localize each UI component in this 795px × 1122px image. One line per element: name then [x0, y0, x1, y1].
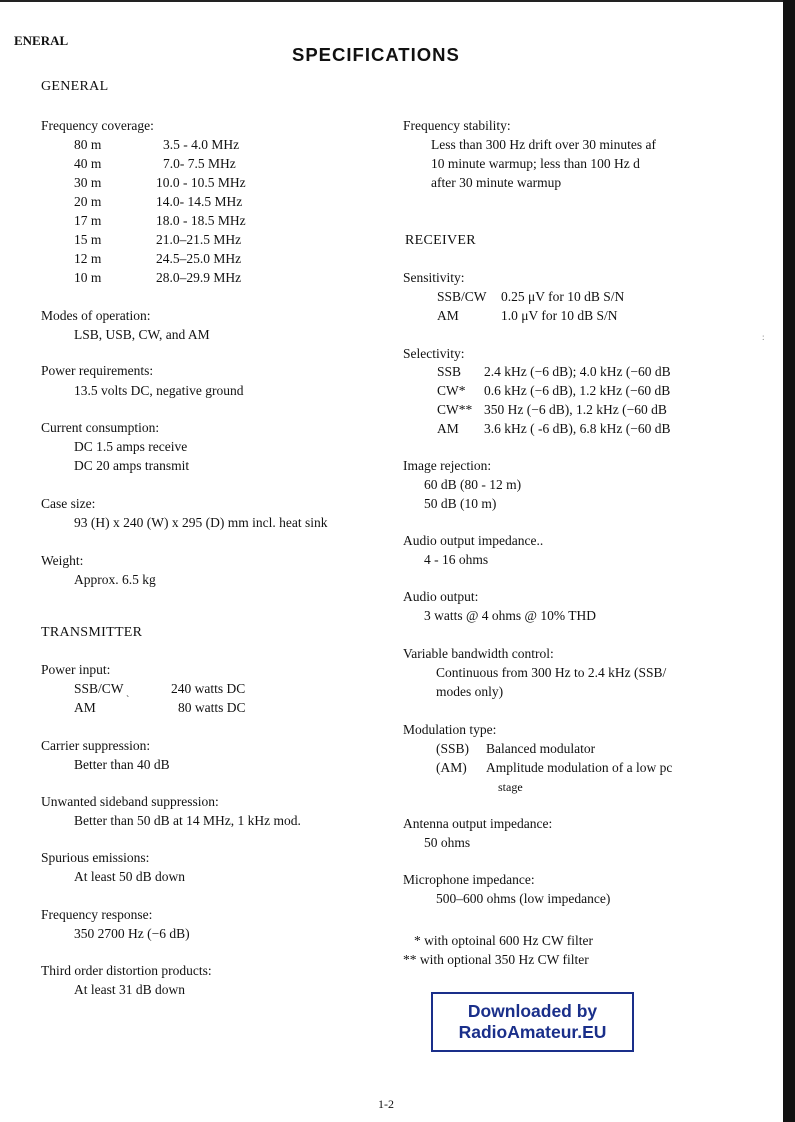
modulation-mode: (AM) [436, 760, 467, 775]
freq-band: 12 m [74, 251, 102, 266]
image-rejection-line1: 60 dB (80 - 12 m) [424, 477, 522, 492]
freq-range: 14.0- 14.5 MHz [156, 194, 243, 209]
top-border [0, 0, 795, 2]
download-badge [431, 992, 634, 1052]
freq-band: 40 m [74, 156, 102, 171]
scan-edge-bar [783, 0, 795, 1122]
carrier-label: Carrier suppression: [41, 738, 151, 753]
power-input-value: 240 watts DC [171, 681, 246, 696]
weight-label: Weight: [41, 553, 84, 568]
freq-range: 21.0–21.5 MHz [156, 232, 242, 247]
current-transmit: DC 20 amps transmit [74, 458, 190, 473]
spurious-value: At least 50 dB down [74, 869, 185, 884]
selectivity-mode: CW** [437, 402, 473, 417]
freq-band: 80 m [74, 137, 102, 152]
scan-specks: : [762, 332, 765, 342]
freq-band: 20 m [74, 194, 102, 209]
general-heading: GENERAL [41, 79, 109, 94]
stability-line3: after 30 minute warmup [431, 175, 562, 190]
transmitter-heading: TRANSMITTER [41, 625, 143, 640]
freq-band: 15 m [74, 232, 102, 247]
selectivity-mode: AM [437, 421, 459, 436]
receiver-heading: RECEIVER [405, 233, 476, 248]
freq-band: 30 m [74, 175, 102, 190]
current-label: Current consumption: [41, 420, 160, 435]
freq-range: 28.0–29.9 MHz [156, 270, 242, 285]
audio-output-value: 3 watts @ 4 ohms @ 10% THD [424, 608, 596, 623]
sensitivity-mode: AM [437, 308, 459, 323]
stability-line2: 10 minute warmup; less than 100 Hz d [431, 156, 640, 171]
sensitivity-label: Sensitivity: [403, 270, 465, 285]
selectivity-value: 2.4 kHz (−6 dB); 4.0 kHz (−60 dB [484, 364, 671, 379]
vbw-label: Variable bandwidth control: [403, 646, 554, 661]
carrier-value: Better than 40 dB [74, 757, 170, 772]
stability-label: Frequency stability: [403, 118, 511, 133]
unwanted-value: Better than 50 dB at 14 MHz, 1 kHz mod. [74, 813, 301, 828]
audio-impedance-value: 4 - 16 ohms [424, 552, 489, 567]
audio-impedance-label: Audio output impedance.. [403, 533, 544, 548]
image-rejection-line2: 50 dB (10 m) [424, 496, 497, 511]
freq-range: 3.5 - 4.0 MHz [163, 137, 240, 152]
third-order-label: Third order distortion products: [41, 963, 212, 978]
selectivity-value: 3.6 kHz ( -6 dB), 6.8 kHz (−60 dB [484, 421, 671, 436]
freq-response-value: 350 2700 Hz (−6 dB) [74, 926, 190, 941]
modulation-label: Modulation type: [403, 722, 497, 737]
power-input-label: Power input: [41, 662, 111, 677]
selectivity-mode: CW* [437, 383, 466, 398]
page-number: 1-2 [378, 1097, 394, 1111]
stray-tick-mark: ` [126, 695, 130, 706]
page-title: SPECIFICATIONS [292, 44, 460, 65]
microphone-value: 500–600 ohms (low impedance) [436, 891, 611, 906]
power-req-label: Power requirements: [41, 363, 154, 378]
freq-coverage-label: Frequency coverage: [41, 118, 154, 133]
image-rejection-label: Image rejection: [403, 458, 492, 473]
footnote-600hz: * with optoinal 600 Hz CW filter [414, 933, 593, 948]
power-input-mode: AM [74, 700, 96, 715]
microphone-label: Microphone impedance: [403, 872, 535, 887]
third-order-value: At least 31 dB down [74, 982, 185, 997]
freq-range: 10.0 - 10.5 MHz [156, 175, 246, 190]
audio-output-label: Audio output: [403, 589, 479, 604]
vbw-line2: modes only) [436, 684, 504, 699]
unwanted-label: Unwanted sideband suppression: [41, 794, 219, 809]
corner-section-label: ENERAL [14, 33, 69, 48]
case-size-label: Case size: [41, 496, 96, 511]
modes-value: LSB, USB, CW, and AM [74, 327, 210, 342]
selectivity-label: Selectivity: [403, 346, 465, 361]
freq-range: 24.5–25.0 MHz [156, 251, 242, 266]
download-line1: Downloaded by [467, 1001, 598, 1021]
sensitivity-value: 1.0 μV for 10 dB S/N [501, 308, 618, 323]
freq-range: 7.0- 7.5 MHz [163, 156, 236, 171]
modulation-value: Balanced modulator [486, 741, 596, 756]
weight-value: Approx. 6.5 kg [74, 572, 156, 587]
antenna-value: 50 ohms [424, 835, 471, 850]
power-req-value: 13.5 volts DC, negative ground [74, 383, 244, 398]
freq-range: 18.0 - 18.5 MHz [156, 213, 246, 228]
vbw-line1: Continuous from 300 Hz to 2.4 kHz (SSB/ [436, 665, 667, 680]
selectivity-mode: SSB [437, 364, 462, 379]
freq-band: 10 m [74, 270, 102, 285]
modulation-mode: (SSB) [436, 741, 470, 756]
footnote-350hz: ** with optional 350 Hz CW filter [403, 952, 589, 967]
stability-line1: Less than 300 Hz drift over 30 minutes af [431, 137, 656, 152]
freq-response-label: Frequency response: [41, 907, 153, 922]
sensitivity-value: 0.25 μV for 10 dB S/N [501, 289, 625, 304]
download-line2: RadioAmateur.EU [458, 1022, 607, 1042]
current-receive: DC 1.5 amps receive [74, 439, 188, 454]
freq-band: 17 m [74, 213, 102, 228]
sensitivity-mode: SSB/CW [437, 289, 487, 304]
spurious-label: Spurious emissions: [41, 850, 150, 865]
antenna-label: Antenna output impedance: [403, 816, 553, 831]
case-size-value: 93 (H) x 240 (W) x 295 (D) mm incl. heat sink [74, 515, 328, 530]
power-input-value: 80 watts DC [178, 700, 246, 715]
selectivity-value: 0.6 kHz (−6 dB), 1.2 kHz (−60 dB [484, 383, 671, 398]
power-input-mode: SSB/CW [74, 681, 124, 696]
modulation-value: Amplitude modulation of a low pc [486, 760, 673, 775]
selectivity-value: 350 Hz (−6 dB), 1.2 kHz (−60 dB [484, 402, 667, 417]
modes-label: Modes of operation: [41, 308, 151, 323]
modulation-continuation: stage [498, 780, 523, 794]
